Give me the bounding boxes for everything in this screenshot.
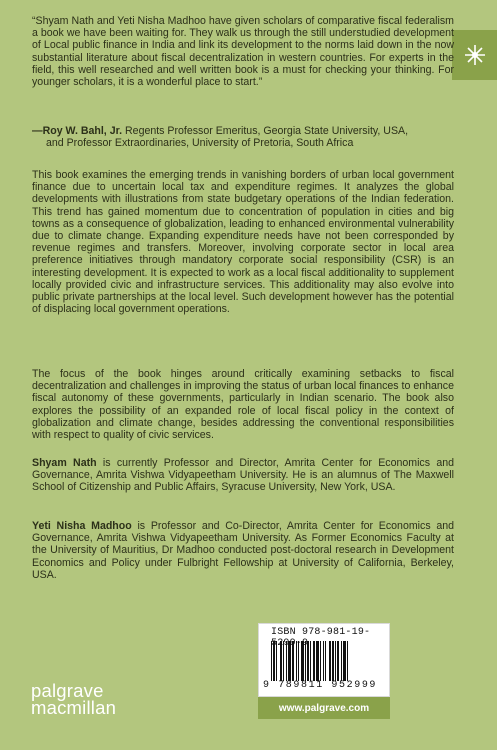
barcode-stripe <box>276 641 277 681</box>
barcode-stripe <box>320 641 321 681</box>
corner-logo-badge <box>452 30 497 80</box>
barcode-stripe <box>271 641 272 681</box>
barcode-stripe <box>337 641 339 681</box>
barcode-box <box>258 623 390 697</box>
barcode-stripe <box>329 641 331 681</box>
barcode-stripe <box>313 641 315 681</box>
barcode-bars <box>271 641 379 681</box>
barcode-stripe <box>301 641 304 681</box>
barcode-stripe <box>325 641 326 681</box>
description-paragraph-2: The focus of the book hinges around critically examining setbacks to fiscal decentralization and challenges in improving the status of urban local finances to enhance fiscal autonomy of these governments, particularly in Indian scenario. The book also explores the possibility of an expanded role of local fiscal policy in the context of globalization and climate change, besides addressing the conventional responsibilities with respect to quality of civic services. <box>32 368 454 442</box>
barcode-stripe <box>288 641 291 681</box>
author-bio-text: is currently Professor and Director, Amrita Center for Economics and Governance, Amrita Vishwa Vidyapeetham University. He is an alumnus of The Maxwell School of Citizenship and Public Affairs, Syracuse University, New York, USA. <box>32 457 454 494</box>
barcode-stripe <box>283 641 284 681</box>
endorsement-attribution <box>32 125 462 149</box>
barcode-stripe <box>323 641 324 681</box>
barcode-stripe <box>341 641 342 681</box>
publisher-name-line2: macmillan <box>31 697 117 718</box>
barcode-stripe <box>296 641 297 681</box>
publisher-name-line1: palgrave <box>31 680 104 701</box>
barcode-stripe <box>307 641 309 681</box>
author-name: Yeti Nisha Madhoo <box>32 520 132 532</box>
barcode-stripe <box>298 641 299 681</box>
endorser-affiliation: and Professor Extraordinaries, University of Pretoria, South Africa <box>46 137 354 150</box>
barcode-stripe <box>273 641 275 681</box>
description-paragraph-1: This book examines the emerging trends in vanishing borders of urban local government finance due to uncertain local tax and expenditure regimes. It analyzes the global developments with illustrations from state budgetary operations of the Indian federation. This trend has gained momentum due to concentration of population in cities and big towns as a consequence of globalization, leading to enhanced environmental vulnerability due to climate change. Expanding expenditure needs have not been corresponded by revenue regimes and transfers. Moreover, involving corporate sector in local area preference initiatives through mandatory corporate social responsibility (CSR) is an interesting development. It is expected to work as a local fiscal additionality to supplement locally provided civic and infrastructure services. This additionality may also evolve into public private partnerships at the local level. Such development however has the potential of displacing local government operations. <box>32 169 454 316</box>
barcode-stripe <box>292 641 294 681</box>
barcode-stripe <box>347 641 348 681</box>
barcode-stripe <box>335 641 336 681</box>
author-bio-2 <box>32 520 454 581</box>
barcode-stripe <box>316 641 319 681</box>
endorsement-quote: “Shyam Nath and Yeti Nisha Madhoo have given scholars of comparative fiscal federalism a book we have been waiting for. They walk us through the still understudied development of Local public finance in India and link its development to the norms laid down in the now substantial literature about fiscal decentralization in western countries. For experts in the field, this well researched and well written book is a must for checking your thinking. For younger scholars, it is a wonderful place to start.” <box>32 15 454 89</box>
barcode-stripe <box>332 641 334 681</box>
author-name: Shyam Nath <box>32 457 97 469</box>
endorser-name: —Roy W. Bahl, Jr. <box>32 125 123 137</box>
barcode-digits: 9 789811 952999 <box>263 680 378 691</box>
barcode-stripe <box>343 641 346 681</box>
barcode-stripe <box>280 641 282 681</box>
publisher-logo <box>31 682 116 716</box>
publisher-url[interactable]: www.palgrave.com <box>258 697 390 719</box>
barcode-stripe <box>310 641 311 681</box>
endorser-title: Regents Professor Emeritus, Georgia State University, USA, <box>122 125 409 137</box>
springer-nature-flower-icon <box>463 43 487 67</box>
author-bio-text: is Professor and Co-Director, Amrita Center for Economics and Governance, Amrita Vishwa Vidyapeetham University. As Former Economics Faculty at the University of Mauritius, Dr Madhoo conducted post-doctoral research in Development Economics and Policy under Fulbright Fellowship at University of California, Berkeley, USA. <box>32 520 455 581</box>
barcode-stripe <box>286 641 287 681</box>
barcode-stripe <box>305 641 306 681</box>
isbn-label: ISBN 978-981-19- 29 <box>271 627 371 649</box>
author-bio-1 <box>32 457 454 494</box>
